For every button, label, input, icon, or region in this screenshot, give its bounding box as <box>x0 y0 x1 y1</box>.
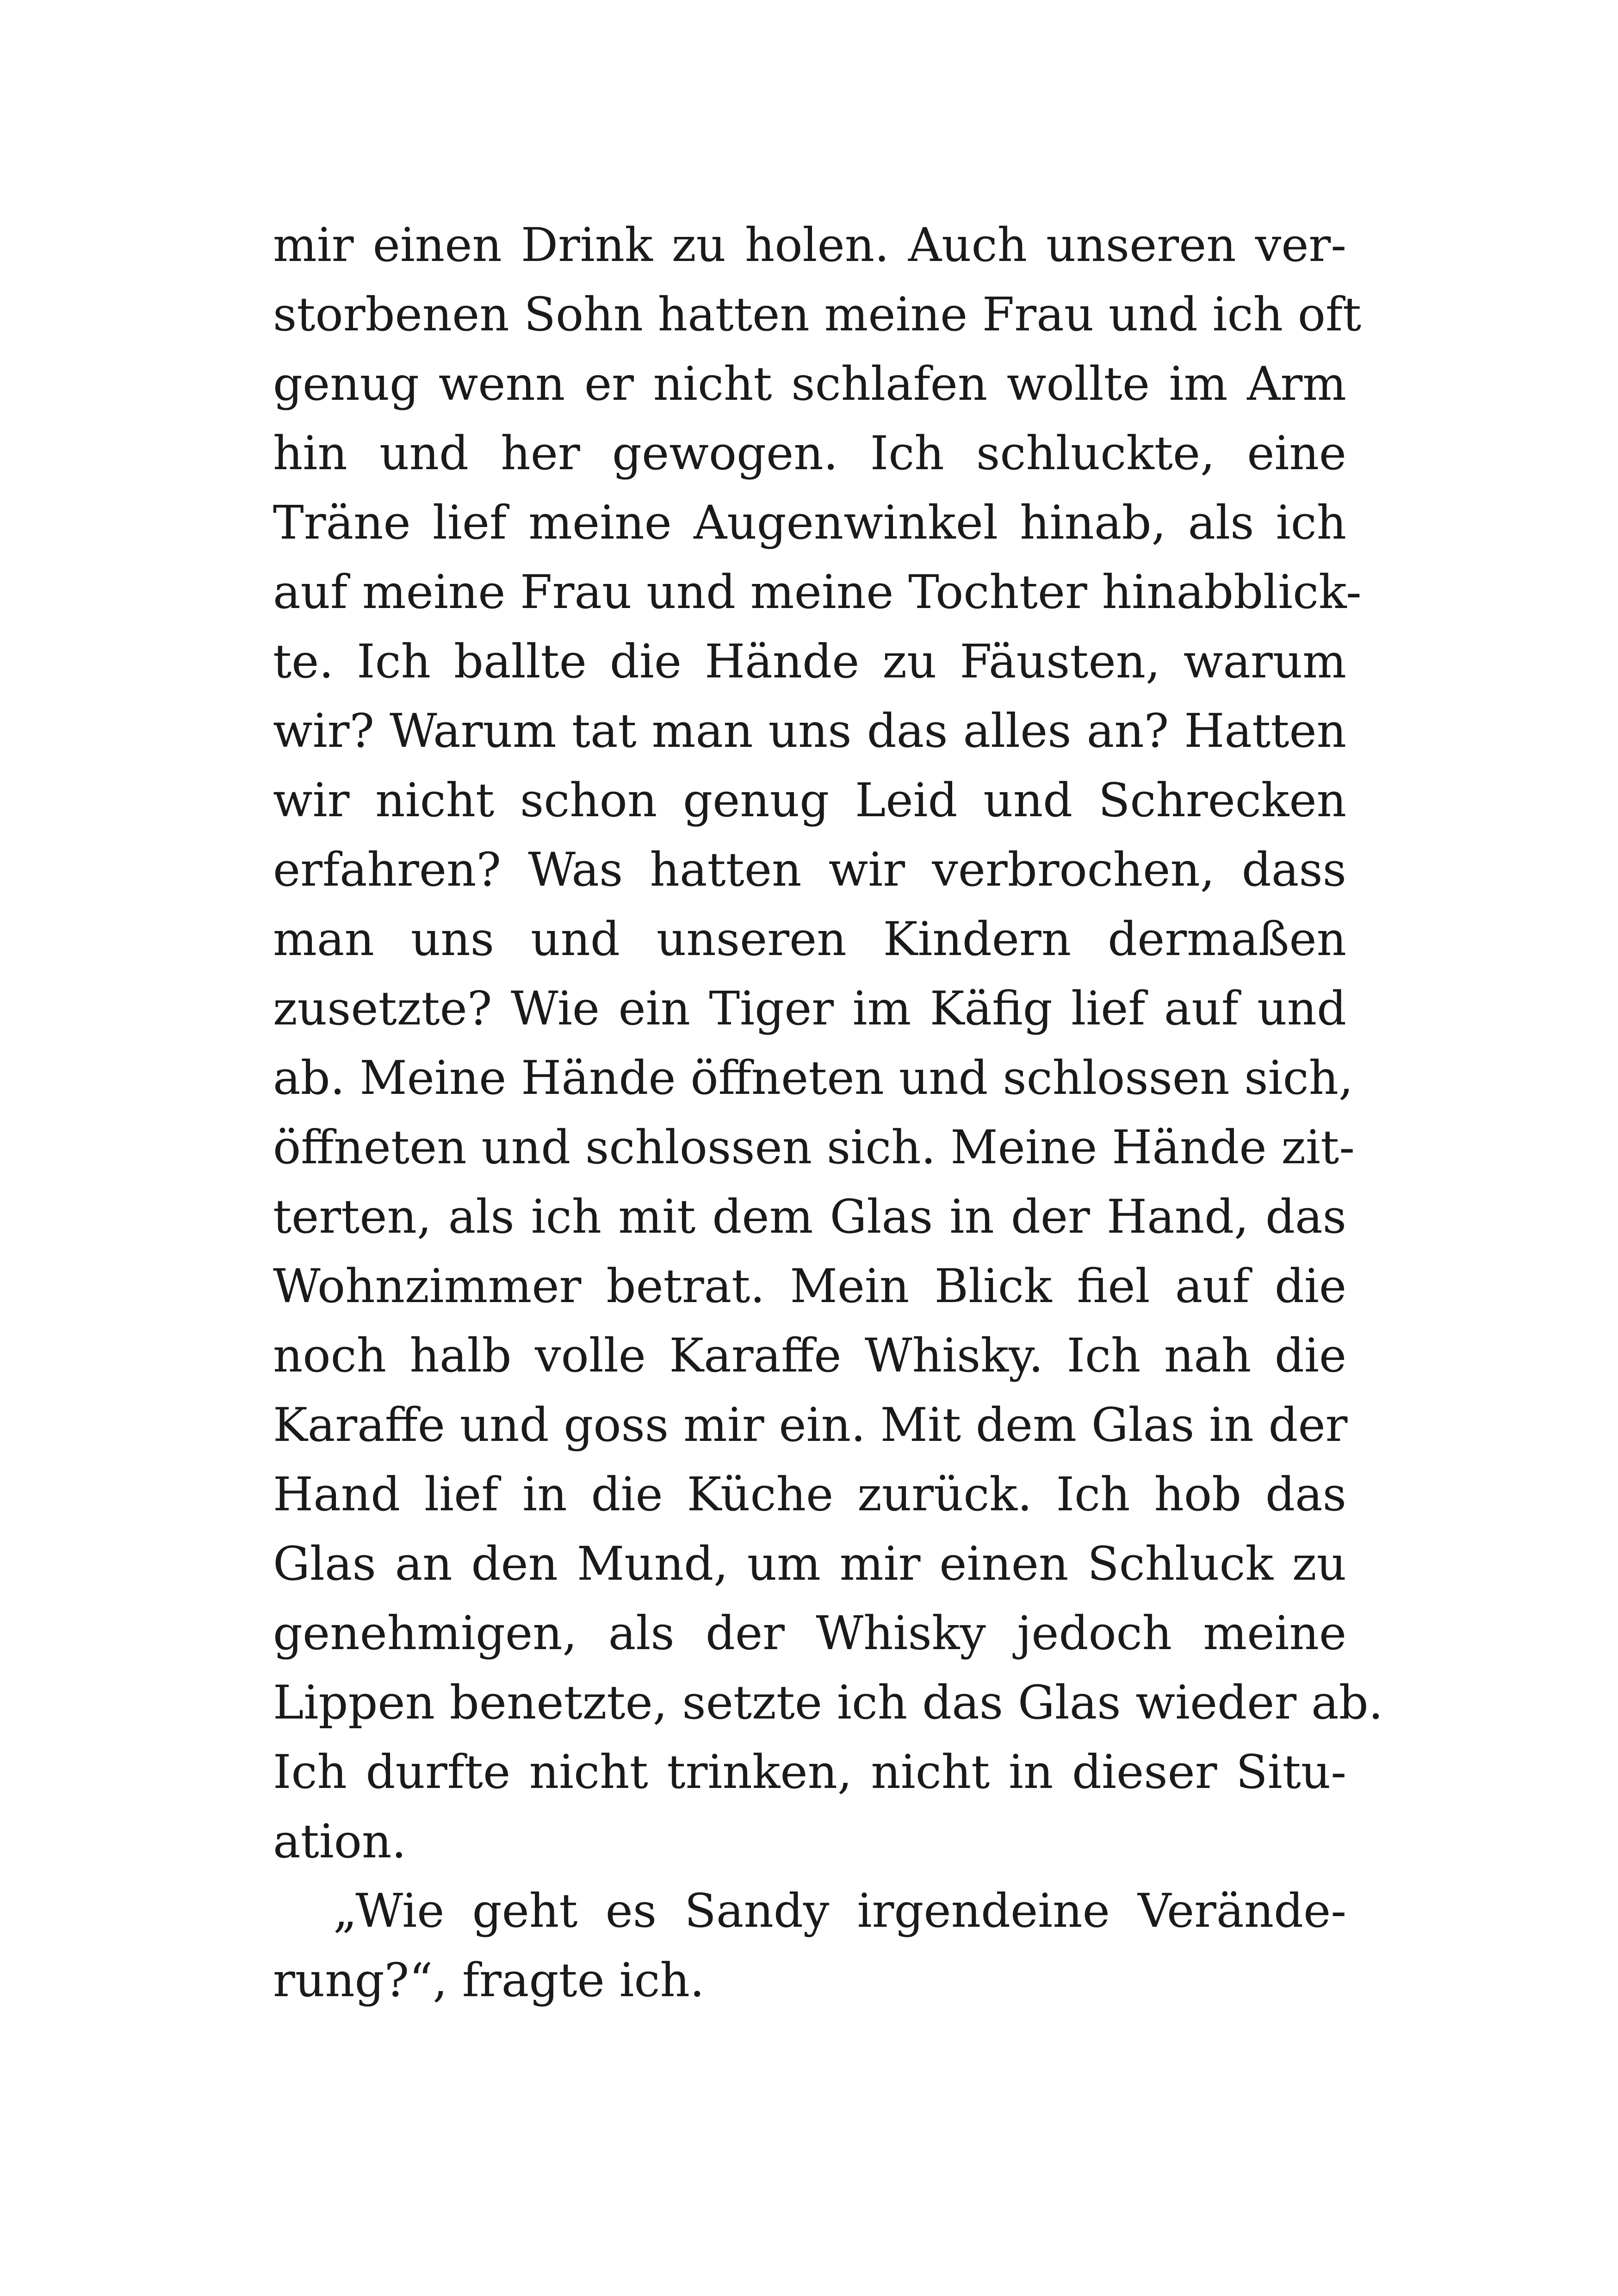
text-line: Ich durfte nicht trinken, nicht in dieser Situ- <box>273 1745 1346 1799</box>
text-line: Lippen benetzte, setzte ich das Glas wieder ab. <box>273 1675 1383 1730</box>
text-line: öffneten und schlossen sich. Meine Hände zit- <box>273 1120 1355 1174</box>
text-line: ab. Meine Hände öffneten und schlossen sich, <box>273 1051 1353 1105</box>
paragraph-1 <box>273 211 1383 1876</box>
text-line: te. Ich ballte die Hände zu Fäusten, warum <box>273 634 1346 689</box>
body-text <box>273 211 1383 2015</box>
text-line: wir nicht schon genug Leid und Schrecken <box>273 773 1346 827</box>
text-line: noch halb volle Karaffe Whisky. Ich nah die <box>273 1328 1346 1383</box>
text-line: rung?“, fragte ich. <box>273 1953 705 2007</box>
text-line: terten, als ich mit dem Glas in der Hand, das <box>273 1190 1346 1244</box>
text-line: erfahren? Was hatten wir verbrochen, dass <box>273 843 1346 897</box>
text-line: Wohnzimmer betrat. Mein Blick fiel auf die <box>273 1259 1346 1313</box>
text-line: wir? Warum tat man uns das alles an? Hatten <box>273 704 1346 758</box>
text-line: genug wenn er nicht schlafen wollte im Arm <box>273 357 1346 411</box>
text-line: zusetzte? Wie ein Tiger im Käfig lief auf und <box>273 981 1346 1036</box>
text-line: man uns und unseren Kindern dermaßen <box>273 912 1346 966</box>
text-line: Träne lief meine Augenwinkel hinab, als ich <box>273 496 1346 550</box>
text-line: Karaffe und goss mir ein. Mit dem Glas in der <box>273 1398 1348 1452</box>
text-line: Hand lief in die Küche zurück. Ich hob das <box>273 1467 1346 1521</box>
paragraph-2 <box>273 1876 1346 2015</box>
text-line: genehmigen, als der Whisky jedoch meine <box>273 1606 1346 1660</box>
text-line: mir einen Drink zu holen. Auch unseren ver- <box>273 218 1346 272</box>
text-line: ation. <box>273 1814 407 1868</box>
text-line: „Wie geht es Sandy irgendeine Verände- <box>333 1884 1346 1938</box>
text-line: storbenen Sohn hatten meine Frau und ich oft <box>273 287 1362 341</box>
text-line: auf meine Frau und meine Tochter hinabblick- <box>273 565 1362 619</box>
text-line: hin und her gewogen. Ich schluckte, eine <box>273 426 1346 480</box>
text-line: Glas an den Mund, um mir einen Schluck zu <box>273 1537 1346 1591</box>
